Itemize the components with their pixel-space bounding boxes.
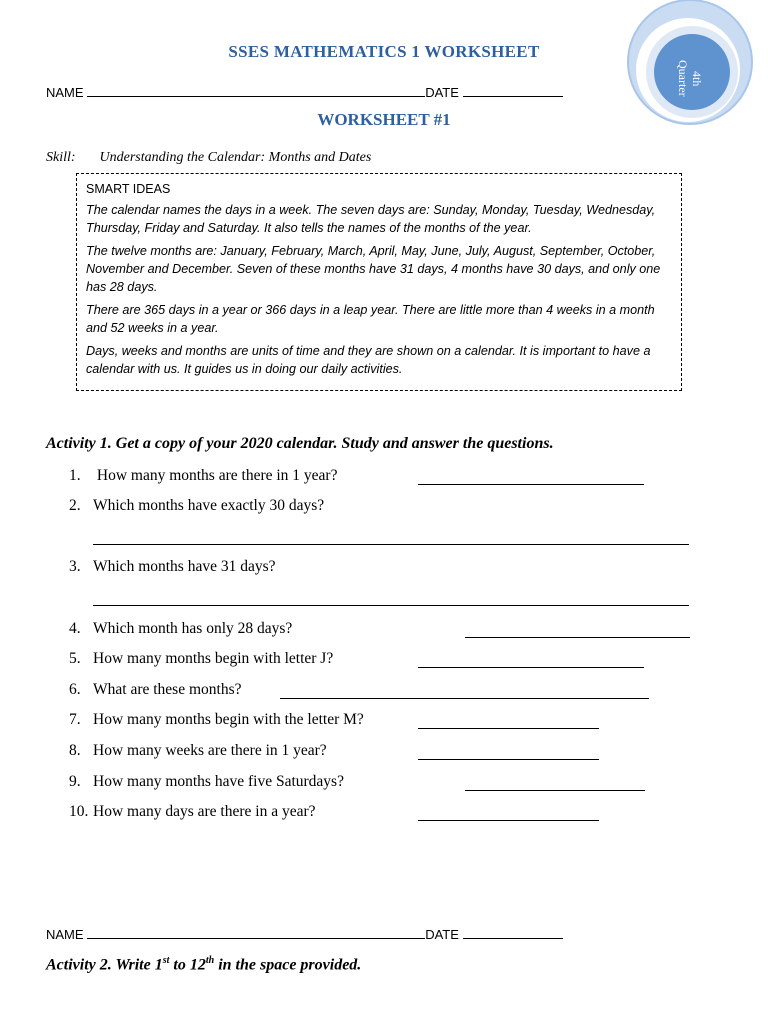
question-text: How many days are there in a year? [93,803,316,820]
name-label: NAME [46,85,84,100]
question-6 [69,681,241,699]
question-1 [69,467,337,485]
answer-line-2[interactable] [93,544,689,545]
question-number: 2. [69,497,81,514]
activity-2-sup-1: st [162,955,170,966]
question-number: 6. [69,681,81,698]
activity-1-title: Activity 1. Get a copy of your 2020 calendar. Study and answer the questions. [46,435,554,452]
badge-line-2: Quarter [676,60,690,97]
worksheet-number: WORKSHEET #1 [317,110,451,129]
badge-line-1: 4th [690,70,704,86]
skill-text: Understanding the Calendar: Months and Dates [99,150,372,165]
question-9 [69,773,344,791]
answer-line-4[interactable] [465,637,690,638]
question-text: Which month has only 28 days? [93,620,293,637]
smart-ideas-box [76,173,682,391]
smart-ideas-paragraph: The calendar names the days in a week. The seven days are: Sunday, Monday, Tuesday, Wednesday, Thursday, Friday and Saturday. It also tells the names of the months of the year. [86,203,656,235]
name-label: NAME [46,927,84,942]
answer-line-5[interactable] [418,667,644,668]
question-8 [69,742,327,760]
question-text: What are these months? [93,681,242,698]
question-text: How many weeks are there in 1 year? [93,742,327,759]
question-number: 3. [69,558,81,575]
name-date-line-bottom [46,926,563,942]
skill-line [46,150,371,166]
smart-ideas-heading: SMART IDEAS [86,182,171,196]
quarter-badge-text [664,60,704,97]
question-5 [69,650,333,668]
question-4 [69,620,292,638]
name-field[interactable] [87,926,425,939]
activity-2-text-b: to 12 [169,956,206,974]
answer-line-8[interactable] [418,759,599,760]
activity-2-text-c: in the space provided. [214,956,362,974]
question-text: How many months have five Saturdays? [93,773,344,790]
skill-label: Skill: [46,150,76,165]
date-label: DATE [425,927,459,942]
question-number: 10. [69,803,89,820]
question-number: 5. [69,650,81,667]
smart-ideas-paragraph: Days, weeks and months are units of time and they are shown on a calendar. It is important to have a calendar with us. It guides us in doing our daily activities. [86,344,651,376]
date-label: DATE [425,85,459,100]
answer-line-3[interactable] [93,605,689,606]
question-7 [69,711,364,729]
question-number: 1. [69,467,81,484]
question-number: 7. [69,711,81,728]
activity-2-text-a: Activity 2. Write 1 [46,956,163,974]
name-field[interactable] [87,84,425,97]
activity-2-title [46,955,361,974]
name-date-line-top [46,84,563,100]
question-text: How many months begin with letter J? [93,650,334,667]
question-3 [69,558,276,576]
question-number: 8. [69,742,81,759]
worksheet-title: SSES MATHEMATICS 1 WORKSHEET [228,42,540,61]
answer-line-9[interactable] [465,790,645,791]
date-field[interactable] [463,84,563,97]
question-text: Which months have 31 days? [93,558,276,575]
question-10 [69,803,316,821]
question-text: How many months begin with the letter M? [93,711,364,728]
answer-line-6[interactable] [280,698,649,699]
question-text: Which months have exactly 30 days? [93,497,325,514]
question-number: 9. [69,773,81,790]
activity-2-sup-2: th [205,955,215,966]
question-text: How many months are there in 1 year? [93,467,338,484]
question-number: 4. [69,620,81,637]
smart-ideas-paragraph: There are 365 days in a year or 366 days in a leap year. There are little more than 4 weeks in a month and 52 weeks in a year. [86,303,655,335]
answer-line-10[interactable] [418,820,599,821]
smart-ideas-paragraph: The twelve months are: January, February, March, April, May, June, July, August, September, October, November and December. Seven of these months have 31 days, 4 months have 30 days, and only one has 28 days. [86,244,661,294]
date-field[interactable] [463,926,563,939]
question-2 [69,497,324,515]
answer-line-1[interactable] [418,484,644,485]
answer-line-7[interactable] [418,728,599,729]
